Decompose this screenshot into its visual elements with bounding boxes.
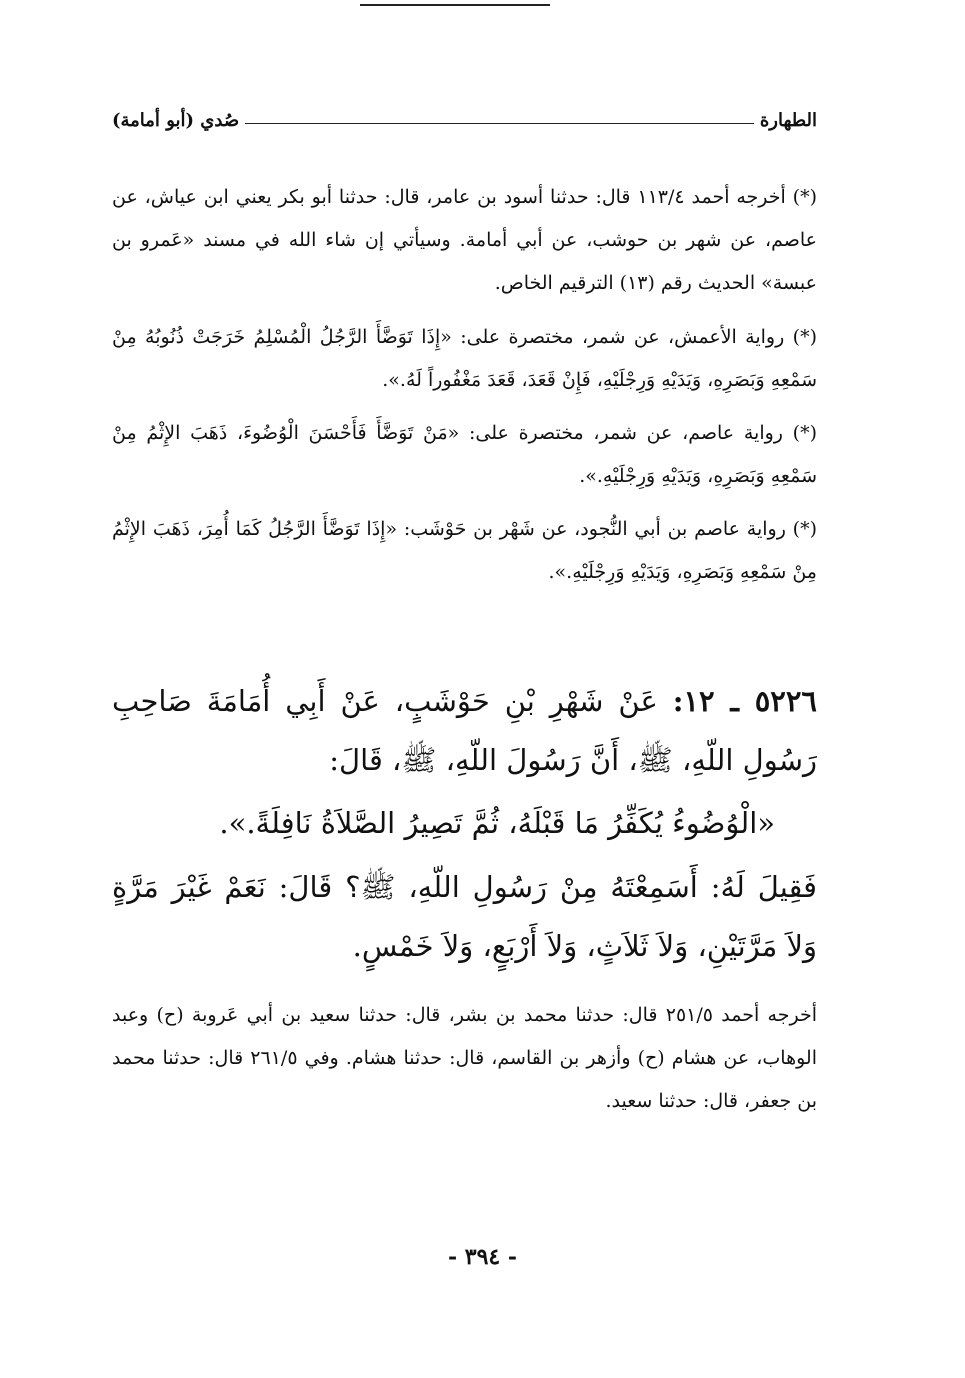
header-section: صُدي (أبو أمامة)	[112, 109, 240, 131]
takhrij-note: أخرجه أحمد ٢٥١/٥ قال: حدثنا محمد بن بشر، قال: حدثنا سعيد بن أبي عَروبة (ح) وعبد الوهاب، عن هشام (ح) وأزهر بن القاسم، قال: حدثنا هشام. وفي ٢٦١/٥ قال: حدثنا محمد بن جعفر، قال: حدثنا سعيد.	[112, 1004, 818, 1112]
hadith-intro	[112, 672, 817, 790]
hadith-followup: فَقِيلَ لَهُ: أَسَمِعْتَهُ مِنْ رَسُولِ اللّهِ، ﷺ؟ قَالَ: نَعَمْ غَيْرَ مَرَّةٍ وَلاَ مَرَّتَيْنِ، وَلاَ ثَلاَثٍ، وَلاَ أَرْبَعٍ، وَلاَ خَمْسٍ.	[112, 870, 817, 963]
running-header	[112, 100, 817, 140]
page-number: - ٣٩٤ -	[447, 1244, 518, 1270]
hadith-number: ٥٢٢٦ ـ ١٢:	[672, 684, 817, 718]
footnote-2: (*) رواية الأعمش، عن شمر، مختصرة على: «إِذَا تَوَضَّأَ الرَّجُلُ الْمُسْلِمُ خَرَجَتْ ذُنُوبُهُ مِنْ سَمْعِهِ وَبَصَرِهِ، وَيَدَيْهِ وَرِجْلَيْهِ، فَإِنْ قَعَدَ، قَعَدَ مَغْفُوراً لَهُ.».	[112, 326, 817, 391]
header-rule	[245, 123, 754, 124]
hadith-quote: «الْوُضُوءُ يُكَفِّرُ مَا قَبْلَهُ، ثُمَّ تَصِيرُ الصَّلاَةُ نَافِلَةً.».	[219, 806, 775, 840]
footnote-1: (*) أخرجه أحمد ١١٣/٤ قال: حدثنا أسود بن عامر، قال: حدثنا أبو بكر يعني ابن عياش، عن عاصم، عن شهر بن حوشب، عن أبي أمامة. وسيأتي إن شاء الله في مسند «عَمرو بن عبسة» الحديث رقم (١٣) الترقيم الخاص.	[112, 186, 818, 294]
header-chapter: الطهارة	[759, 109, 817, 131]
footnote-3: (*) رواية عاصم، عن شمر، مختصرة على: «مَنْ تَوَضَّأَ فَأَحْسَنَ الْوُضُوءَ، ذَهَبَ الإِثْمُ مِنْ سَمْعِهِ وَبَصَرِهِ، وَيَدَيْهِ وَرِجْلَيْهِ.».	[112, 422, 817, 487]
footnote-4: (*) رواية عاصم بن أبي النُّجود، عن شَهْر بن حَوْشَب: «إِذَا تَوَضَّأَ الرَّجُلُ كَمَا أُمِرَ، ذَهَبَ الإِثْمُ مِنْ سَمْعِهِ وَبَصَرِهِ، وَيَدَيْهِ وَرِجْلَيْهِ.».	[112, 518, 817, 583]
top-rule	[360, 4, 550, 6]
hadith-intro-text: عَنْ شَهْرِ بْنِ حَوْشَبٍ، عَنْ أَبِي أُمَامَةَ صَاحِبِ رَسُولِ اللّهِ، ﷺ، أَنَّ رَسُولَ اللّهِ، ﷺ، قَالَ:	[112, 684, 817, 777]
